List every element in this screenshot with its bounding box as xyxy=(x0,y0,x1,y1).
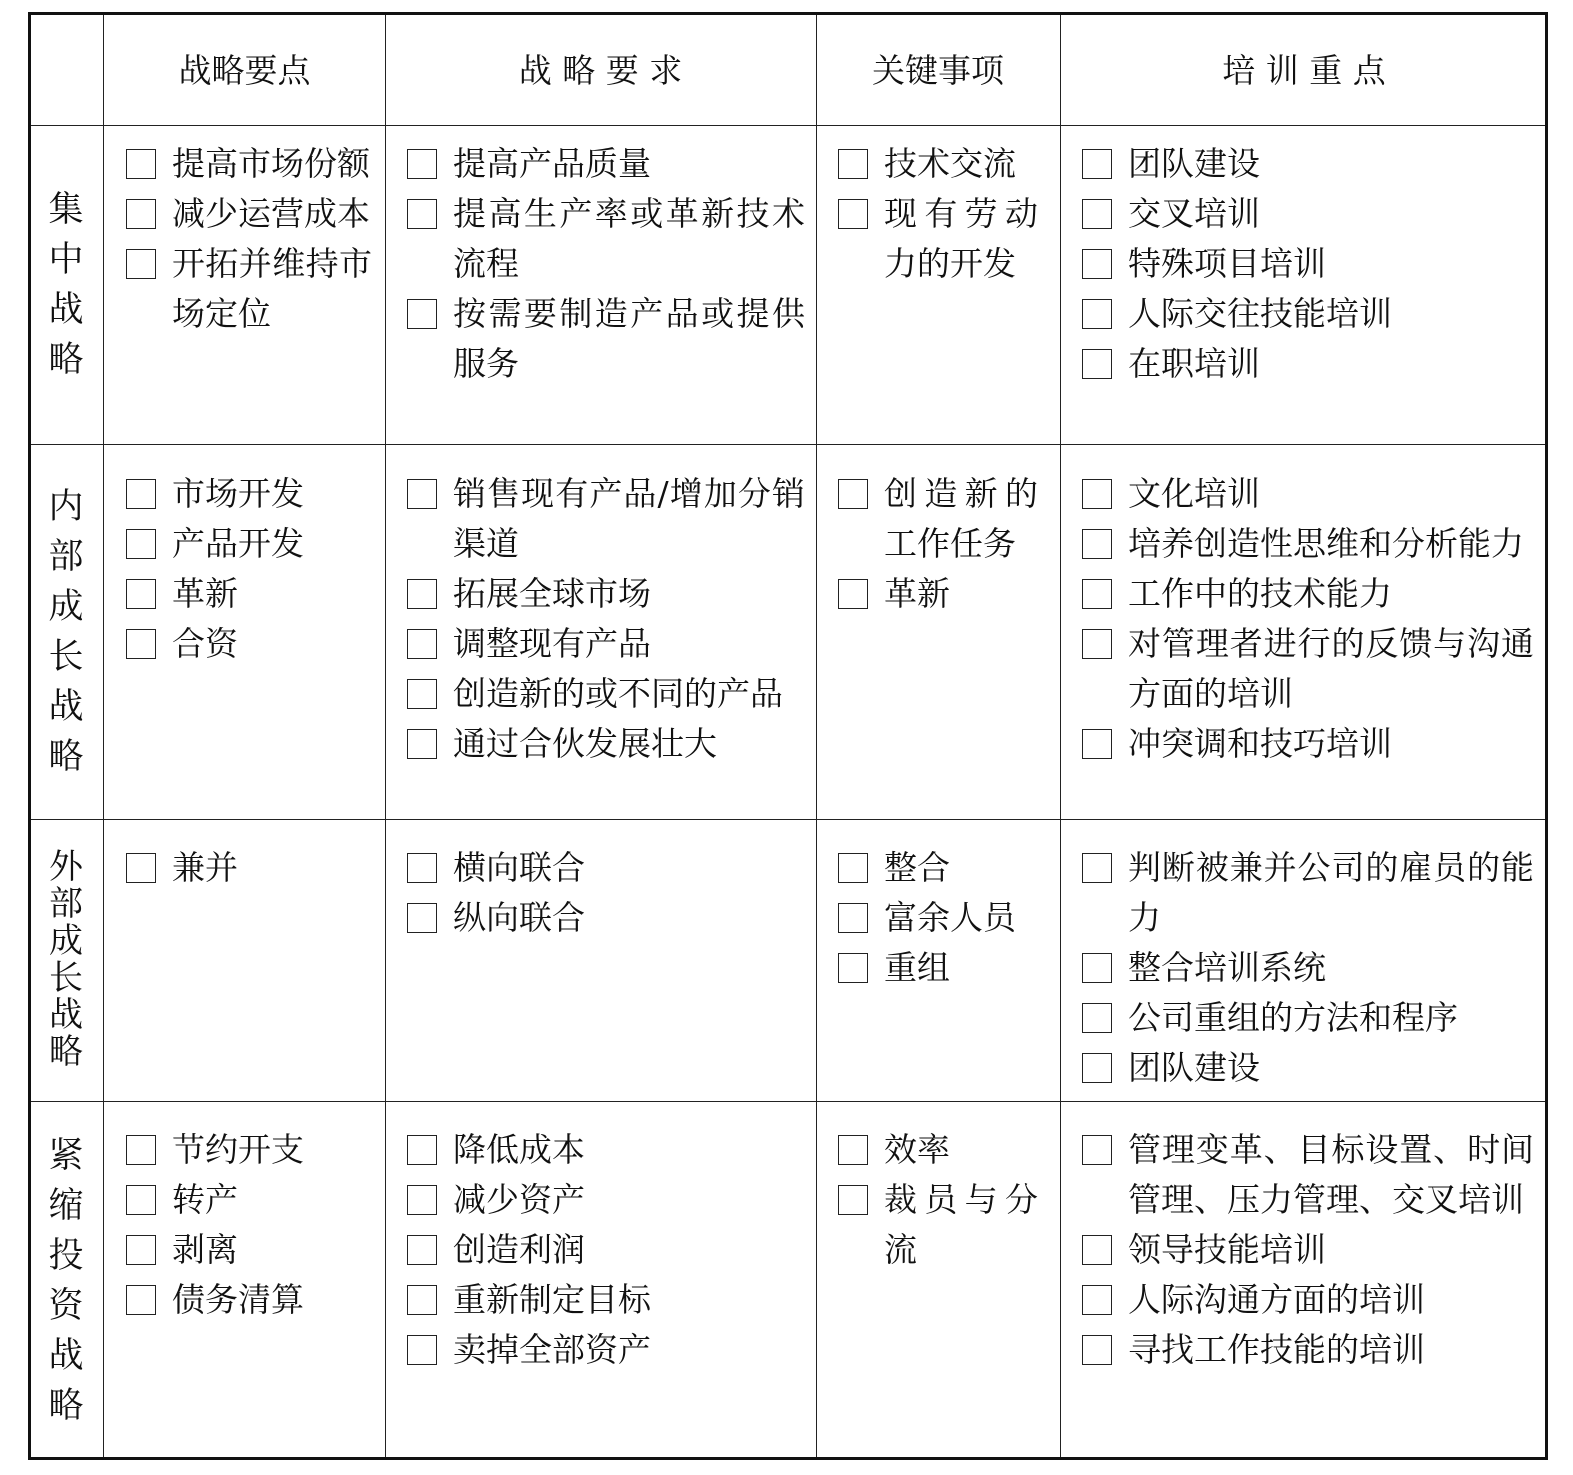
checklist-item-label: 革新 xyxy=(884,574,950,613)
checkbox-icon[interactable] xyxy=(1082,199,1112,229)
checkbox-icon[interactable] xyxy=(126,579,156,609)
checkbox-icon[interactable] xyxy=(407,1335,437,1365)
checkbox-icon[interactable] xyxy=(1082,1235,1112,1265)
checklist-item xyxy=(1082,519,1534,569)
table-cell xyxy=(1082,469,1534,769)
checklist-item-label: 公司重组的方法和程序 xyxy=(1128,998,1458,1037)
checklist-item xyxy=(1082,943,1534,993)
checklist-item xyxy=(838,569,1038,619)
checkbox-icon[interactable] xyxy=(1082,529,1112,559)
checklist-item-label: 整合培训系统 xyxy=(1128,948,1326,987)
checklist-item-label: 现有劳动力的开发 xyxy=(884,194,1038,283)
checkbox-icon[interactable] xyxy=(126,853,156,883)
checklist-item-label: 横向联合 xyxy=(453,848,585,887)
table-cell xyxy=(1082,1125,1534,1375)
checklist-item xyxy=(407,139,805,189)
checklist-item-label: 减少资产 xyxy=(453,1180,585,1219)
checklist-item-label: 转产 xyxy=(172,1180,238,1219)
table-cell xyxy=(126,469,372,669)
checklist-item-label: 债务清算 xyxy=(172,1280,304,1319)
checkbox-icon[interactable] xyxy=(1082,1285,1112,1315)
checklist-item xyxy=(1082,569,1534,619)
checklist-item-label: 产品开发 xyxy=(172,524,304,563)
checklist-item xyxy=(126,519,372,569)
table-cell xyxy=(838,843,1038,993)
checklist-item-label: 管理变革、目标设置、时间管理、压力管理、交叉培训 xyxy=(1128,1130,1534,1219)
checkbox-icon[interactable] xyxy=(407,149,437,179)
checklist-item xyxy=(126,469,372,519)
checkbox-icon[interactable] xyxy=(1082,479,1112,509)
checkbox-icon[interactable] xyxy=(1082,579,1112,609)
checklist-item-label: 通过合伙发展壮大 xyxy=(453,724,717,763)
checklist-item-label: 合资 xyxy=(172,624,238,663)
header-strategy-requirements: 战 略 要 求 xyxy=(518,51,683,90)
row-label-concentration xyxy=(28,125,104,444)
checkbox-icon[interactable] xyxy=(126,479,156,509)
header-training-focus: 培 训 重 点 xyxy=(1222,51,1386,90)
table-cell xyxy=(1082,843,1534,1093)
checklist-item xyxy=(407,569,805,619)
checkbox-icon[interactable] xyxy=(1082,853,1112,883)
checklist-item-label: 文化培训 xyxy=(1128,474,1260,513)
checkbox-icon[interactable] xyxy=(1082,629,1112,659)
checkbox-icon[interactable] xyxy=(838,953,868,983)
checklist-item xyxy=(407,189,805,289)
row-divider xyxy=(28,1101,1548,1102)
checkbox-icon[interactable] xyxy=(838,1185,868,1215)
checkbox-icon[interactable] xyxy=(126,629,156,659)
row-label-char: 略 xyxy=(49,1032,83,1072)
column-divider xyxy=(816,12,817,1460)
checklist-item xyxy=(407,289,805,389)
checkbox-icon[interactable] xyxy=(126,249,156,279)
checklist-item xyxy=(126,1125,372,1175)
checklist-item xyxy=(838,843,1038,893)
table-cell xyxy=(126,843,372,893)
table-cell xyxy=(407,469,805,769)
checkbox-icon[interactable] xyxy=(126,1235,156,1265)
table-cell xyxy=(838,1125,1038,1275)
row-label-char: 内 xyxy=(48,486,84,527)
row-divider xyxy=(28,444,1548,445)
checkbox-icon[interactable] xyxy=(1082,729,1112,759)
checklist-item-label: 销售现有产品/增加分销渠道 xyxy=(453,474,805,563)
row-label-external-growth xyxy=(28,819,104,1101)
checklist-item-label: 冲突调和技巧培训 xyxy=(1128,724,1392,763)
checklist-item xyxy=(1082,139,1534,189)
checklist-item-label: 兼并 xyxy=(172,848,238,887)
checkbox-icon[interactable] xyxy=(1082,349,1112,379)
row-label-char: 战 xyxy=(48,686,84,727)
header-strategy-points: 战略要点 xyxy=(178,51,311,90)
checkbox-icon[interactable] xyxy=(407,1185,437,1215)
checkbox-icon[interactable] xyxy=(126,1285,156,1315)
row-label-char: 略 xyxy=(48,736,84,777)
row-label-char: 投 xyxy=(48,1235,84,1276)
checklist-item-label: 整合 xyxy=(884,848,950,887)
checklist-item xyxy=(126,843,372,893)
checkbox-icon[interactable] xyxy=(838,149,868,179)
checkbox-icon[interactable] xyxy=(838,579,868,609)
checkbox-icon[interactable] xyxy=(407,853,437,883)
checklist-item xyxy=(1082,189,1534,239)
training-strategy-table xyxy=(28,12,1548,1460)
row-label-char: 成 xyxy=(48,586,84,627)
row-label-char: 紧 xyxy=(48,1135,84,1176)
checklist-item-label: 提高生产率或革新技术流程 xyxy=(453,194,805,283)
table-cell xyxy=(407,843,805,943)
checkbox-icon[interactable] xyxy=(126,199,156,229)
checklist-item-label: 重新制定目标 xyxy=(453,1280,651,1319)
row-label-char: 部 xyxy=(49,884,83,924)
checkbox-icon[interactable] xyxy=(1082,1003,1112,1033)
row-label-char: 集 xyxy=(48,189,84,230)
checklist-item-label: 对管理者进行的反馈与沟通方面的培训 xyxy=(1128,624,1534,713)
checklist-item xyxy=(407,843,805,893)
checklist-item-label: 创造利润 xyxy=(453,1230,585,1269)
checklist-item xyxy=(838,189,1038,289)
checklist-item-label: 卖掉全部资产 xyxy=(453,1330,651,1369)
checkbox-icon[interactable] xyxy=(407,579,437,609)
checkbox-icon[interactable] xyxy=(126,1135,156,1165)
checklist-item-label: 创造新的或不同的产品 xyxy=(453,674,783,713)
row-label-char: 外 xyxy=(49,847,83,887)
checklist-item xyxy=(407,669,805,719)
checklist-item xyxy=(1082,719,1534,769)
row-divider xyxy=(28,819,1548,820)
checklist-item-label: 寻找工作技能的培训 xyxy=(1128,1330,1425,1369)
checkbox-icon[interactable] xyxy=(1082,149,1112,179)
checklist-item-label: 工作中的技术能力 xyxy=(1128,574,1392,613)
checklist-item-label: 按需要制造产品或提供服务 xyxy=(453,294,805,383)
table-cell xyxy=(1082,139,1534,389)
checklist-item xyxy=(1082,289,1534,339)
checkbox-icon[interactable] xyxy=(1082,249,1112,279)
row-label-char: 中 xyxy=(48,239,84,280)
checkbox-icon[interactable] xyxy=(407,679,437,709)
checkbox-icon[interactable] xyxy=(838,853,868,883)
checklist-item xyxy=(838,139,1038,189)
checkbox-icon[interactable] xyxy=(838,1135,868,1165)
checklist-item xyxy=(126,139,372,189)
row-label-internal-growth xyxy=(28,444,104,819)
table-cell xyxy=(838,139,1038,289)
checkbox-icon[interactable] xyxy=(1082,1135,1112,1165)
checklist-item xyxy=(1082,1325,1534,1375)
checklist-item xyxy=(407,619,805,669)
checklist-item xyxy=(407,719,805,769)
checkbox-icon[interactable] xyxy=(838,479,868,509)
checkbox-icon[interactable] xyxy=(1082,299,1112,329)
checklist-item xyxy=(407,1275,805,1325)
checklist-item-label: 市场开发 xyxy=(172,474,304,513)
checklist-item-label: 节约开支 xyxy=(172,1130,304,1169)
row-label-char: 略 xyxy=(48,339,84,380)
column-divider xyxy=(103,12,104,1460)
checklist-item-label: 效率 xyxy=(884,1130,950,1169)
checklist-item-label: 人际交往技能培训 xyxy=(1128,294,1392,333)
checklist-item-label: 创造新的工作任务 xyxy=(884,474,1038,563)
table-cell xyxy=(126,1125,372,1325)
checklist-item-label: 交叉培训 xyxy=(1128,194,1260,233)
checklist-item-label: 提高产品质量 xyxy=(453,144,651,183)
row-label-char: 战 xyxy=(48,1335,84,1376)
checkbox-icon[interactable] xyxy=(407,1235,437,1265)
checklist-item-label: 判断被兼并公司的雇员的能力 xyxy=(1128,848,1534,937)
checklist-item xyxy=(126,569,372,619)
checklist-item-label: 裁员与分流 xyxy=(884,1180,1038,1269)
checklist-item xyxy=(838,943,1038,993)
table-cell xyxy=(407,139,805,389)
checkbox-icon[interactable] xyxy=(407,1135,437,1165)
checkbox-icon[interactable] xyxy=(126,529,156,559)
checklist-item-label: 团队建设 xyxy=(1128,144,1260,183)
checklist-item-label: 团队建设 xyxy=(1128,1048,1260,1087)
checkbox-icon[interactable] xyxy=(126,1185,156,1215)
checklist-item xyxy=(1082,993,1534,1043)
checkbox-icon[interactable] xyxy=(407,729,437,759)
checklist-item xyxy=(126,189,372,239)
checklist-item xyxy=(1082,469,1534,519)
checklist-item xyxy=(1082,1125,1534,1225)
checklist-item-label: 领导技能培训 xyxy=(1128,1230,1326,1269)
row-label-char: 长 xyxy=(48,636,84,677)
checkbox-icon[interactable] xyxy=(407,629,437,659)
checklist-item-label: 技术交流 xyxy=(884,144,1016,183)
checklist-item xyxy=(1082,1275,1534,1325)
checklist-item-label: 在职培训 xyxy=(1128,344,1260,383)
checklist-item xyxy=(838,1175,1038,1275)
checklist-item xyxy=(838,1125,1038,1175)
checklist-item xyxy=(407,1325,805,1375)
checkbox-icon[interactable] xyxy=(407,199,437,229)
checklist-item xyxy=(1082,339,1534,389)
table-cell xyxy=(838,469,1038,619)
checklist-item-label: 拓展全球市场 xyxy=(453,574,651,613)
checklist-item xyxy=(1082,843,1534,943)
checkbox-icon[interactable] xyxy=(407,903,437,933)
checklist-item-label: 减少运营成本 xyxy=(172,194,370,233)
row-label-char: 缩 xyxy=(48,1185,84,1226)
checklist-item xyxy=(126,619,372,669)
checkbox-icon[interactable] xyxy=(407,299,437,329)
checklist-item xyxy=(407,893,805,943)
row-label-char: 资 xyxy=(48,1285,84,1326)
column-divider xyxy=(1060,12,1061,1460)
row-label-char: 长 xyxy=(49,958,83,998)
checklist-item xyxy=(1082,619,1534,719)
checklist-item xyxy=(1082,239,1534,289)
checklist-item-label: 开拓并维持市场定位 xyxy=(172,244,372,333)
checklist-item-label: 提高市场份额 xyxy=(172,144,370,183)
checklist-item-label: 富余人员 xyxy=(884,898,1016,937)
checklist-item xyxy=(838,893,1038,943)
checklist-item xyxy=(838,469,1038,569)
checklist-item-label: 重组 xyxy=(884,948,950,987)
checkbox-icon[interactable] xyxy=(407,1285,437,1315)
row-label-char: 战 xyxy=(48,289,84,330)
checkbox-icon[interactable] xyxy=(407,479,437,509)
checkbox-icon[interactable] xyxy=(1082,953,1112,983)
checklist-item-label: 培养创造性思维和分析能力 xyxy=(1128,524,1524,563)
row-label-char: 成 xyxy=(49,921,83,961)
row-label-char: 战 xyxy=(49,995,83,1035)
checklist-item xyxy=(126,1175,372,1225)
checklist-item xyxy=(407,1125,805,1175)
checkbox-icon[interactable] xyxy=(1082,1335,1112,1365)
checkbox-icon[interactable] xyxy=(126,149,156,179)
header-key-items: 关键事项 xyxy=(872,51,1004,90)
checklist-item xyxy=(407,1175,805,1225)
row-label-char: 略 xyxy=(48,1385,84,1426)
table-cell xyxy=(126,139,372,339)
row-label-retrenchment xyxy=(28,1101,104,1460)
checklist-item xyxy=(1082,1225,1534,1275)
checklist-item xyxy=(126,1225,372,1275)
checkbox-icon[interactable] xyxy=(1082,1053,1112,1083)
checklist-item xyxy=(1082,1043,1534,1093)
checklist-item-label: 特殊项目培训 xyxy=(1128,244,1326,283)
checklist-item-label: 纵向联合 xyxy=(453,898,585,937)
table-cell xyxy=(407,1125,805,1375)
checkbox-icon[interactable] xyxy=(838,199,868,229)
checklist-item xyxy=(126,239,372,339)
checklist-item xyxy=(126,1275,372,1325)
checklist-item-label: 剥离 xyxy=(172,1230,238,1269)
row-divider xyxy=(28,125,1548,126)
checklist-item-label: 革新 xyxy=(172,574,238,613)
column-divider xyxy=(385,12,386,1460)
checklist-item-label: 人际沟通方面的培训 xyxy=(1128,1280,1425,1319)
checklist-item xyxy=(407,1225,805,1275)
checklist-item xyxy=(407,469,805,569)
row-label-char: 部 xyxy=(48,536,84,577)
checklist-item-label: 调整现有产品 xyxy=(453,624,651,663)
checkbox-icon[interactable] xyxy=(838,903,868,933)
checklist-item-label: 降低成本 xyxy=(453,1130,585,1169)
